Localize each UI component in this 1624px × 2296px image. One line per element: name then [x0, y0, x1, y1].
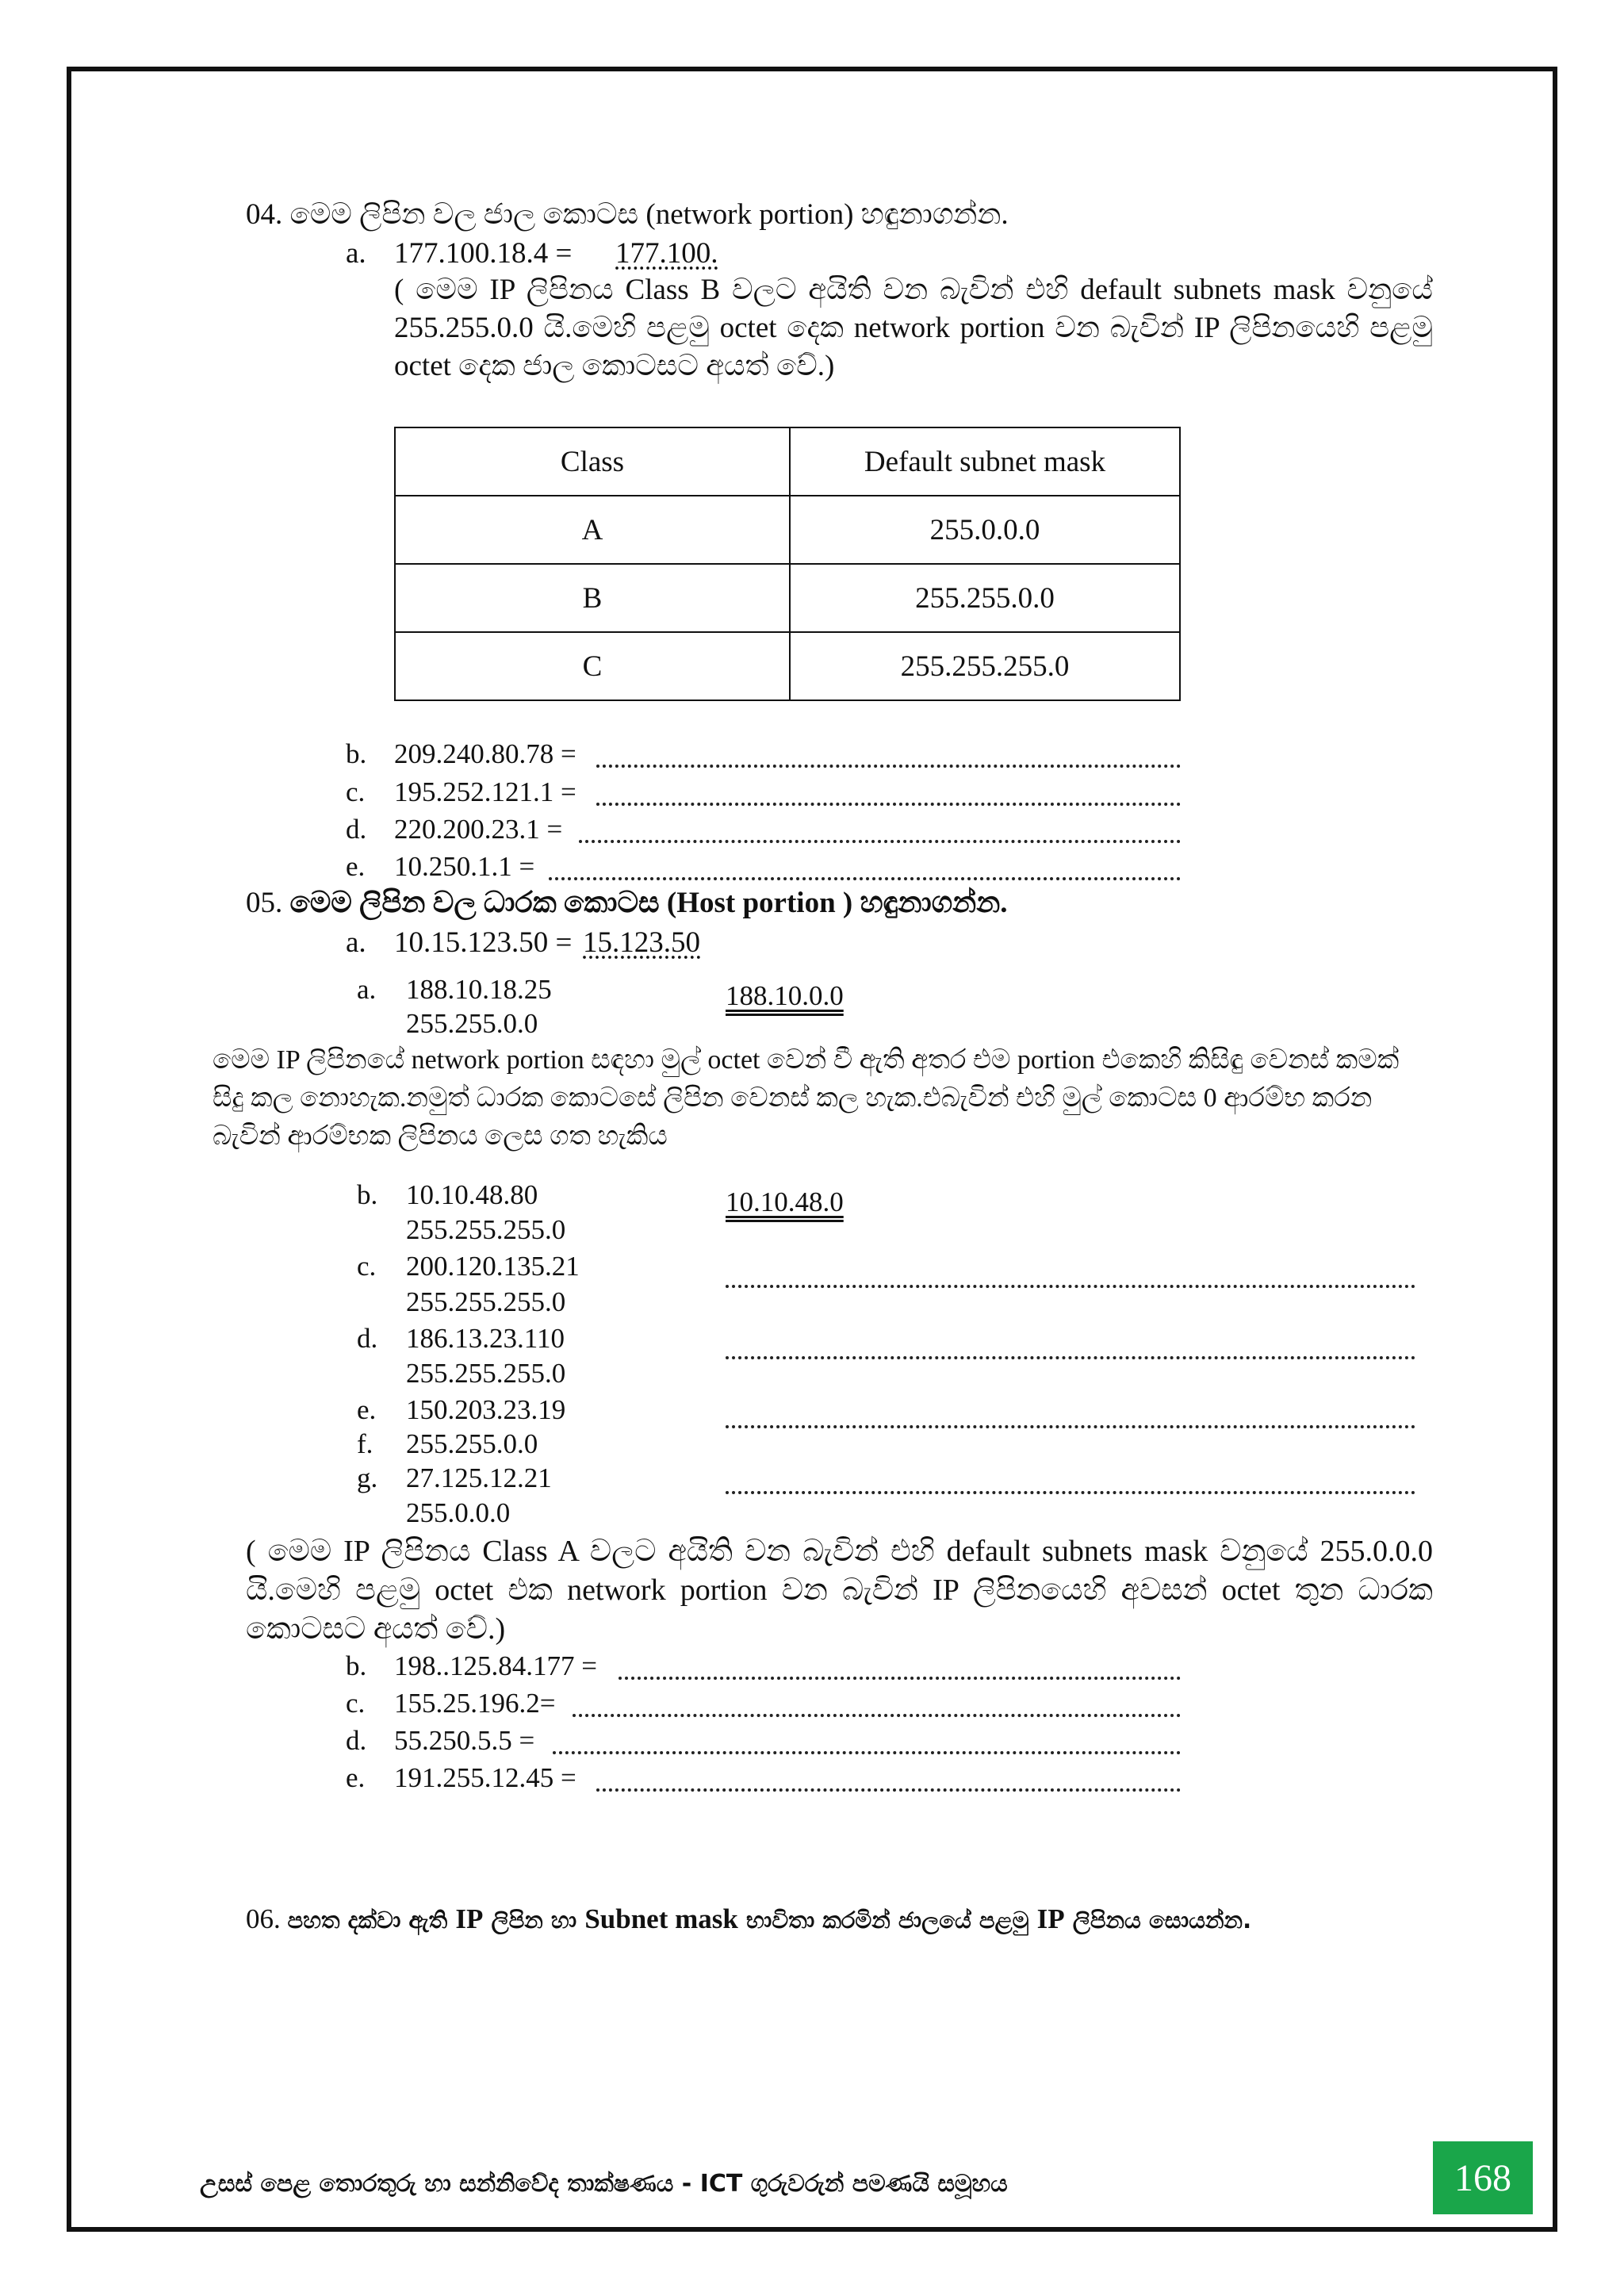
q05-a-ip: 10.15.123.50 =	[394, 926, 573, 959]
q05-explanation2: ( මෙම IP ලිපිනය Class A වලට අයිති වන බැවින් එහි default subnets mask වනුයේ 255.0.0.0 යි.මෙහි පළමු octet එක network portion වන බැවින් IP ලිපිනයෙහි අවසන් octet තුන ධාරක කොටසට අයත් වේ.)	[246, 1535, 1433, 1646]
pair-ip: 27.125.12.21	[406, 1462, 552, 1493]
q04-d-label: d.	[346, 814, 367, 845]
q06-text-ip: IP	[455, 1903, 484, 1934]
pair-ip: 255.255.0.0	[406, 1428, 538, 1459]
q05-c-label: c.	[346, 1688, 366, 1719]
pair-label: d.	[357, 1323, 378, 1354]
pair-label: b.	[357, 1179, 378, 1210]
q05-heading	[246, 886, 1007, 921]
pair-mask: 255.255.0.0	[406, 1008, 538, 1039]
q06-heading	[246, 1902, 1251, 1938]
q05-e-text: 191.255.12.45 =	[394, 1762, 576, 1793]
pair-label: e.	[357, 1394, 377, 1425]
pair-mask: 255.255.255.0	[406, 1358, 566, 1389]
q04-a-label: a.	[346, 237, 366, 270]
table-cell-class: B	[395, 564, 790, 632]
pair-ip: 10.10.48.80	[406, 1179, 538, 1210]
pair-label: f.	[357, 1428, 373, 1459]
table-header-mask: Default subnet mask	[790, 427, 1180, 496]
answer-line	[726, 1425, 1415, 1428]
q05-e-label: e.	[346, 1762, 366, 1793]
footer-text: උසස් පෙළ තොරතුරු හා සන්නිවේද තාක්ෂණය - ICT ගුරුවරුන් පමණයි සමූහය	[200, 2170, 1008, 2198]
answer-line	[726, 1285, 1415, 1288]
q06-text-2: ලිපින හා	[483, 1907, 585, 1934]
q04-heading-text: මෙම ලිපින වල ජාල කොටස (network portion) හඳුනාගන්න.	[289, 198, 1009, 231]
pair-ip: 200.120.135.21	[406, 1251, 580, 1282]
q06-text-4: ලිපිනය සොයන්න.	[1064, 1907, 1252, 1934]
pair-ip: 150.203.23.19	[406, 1394, 566, 1425]
answer-line	[619, 1677, 1181, 1680]
pair-ip: 188.10.18.25	[406, 974, 552, 1005]
table-cell-mask: 255.0.0.0	[790, 496, 1180, 564]
answer-line	[596, 765, 1181, 768]
answer-line	[573, 1714, 1181, 1717]
q04-e-label: e.	[346, 851, 366, 882]
q04-c-text: 195.252.121.1 =	[394, 776, 576, 807]
q05-heading-text: මෙම ලිපින වල ධාරක කොටස (Host portion ) හඳුනාගන්න.	[289, 887, 1008, 919]
class-subnet-table	[394, 427, 1181, 701]
q06-text-subnet: Subnet mask	[584, 1903, 738, 1934]
q04-a-ip: 177.100.18.4 =	[394, 237, 573, 270]
answer-line	[596, 803, 1181, 806]
q05-a-label: a.	[346, 926, 366, 959]
q05-a-answer: 15.123.50	[583, 926, 700, 959]
q06-text-3: භාවිතා කරමින් ජාලයේ පළමු	[737, 1907, 1037, 1934]
table-row	[395, 564, 1180, 632]
q05-explanation: මෙම IP ලිපිනයේ network portion සඳහා මුල් octet වෙන් වී ඇති අතර එම portion එකෙහි කිසිඳු වෙනස් කමක් සිදු කල නොහැක.නමුත් ධාරක කොටසේ ලිපින වෙනස් කල හැක.එබැවින් එහි මුල් කොටස 0 ආරම්භ කරන බැවින් ආරම්භක ලිපිනය ලෙස ගත හැකිය	[213, 1045, 1400, 1151]
table-header-row	[395, 427, 1180, 496]
q04-c-label: c.	[346, 776, 366, 807]
table-cell-class: C	[395, 632, 790, 700]
table-header-class: Class	[395, 427, 790, 496]
pair-label: g.	[357, 1462, 378, 1493]
q04-b-text: 209.240.80.78 =	[394, 738, 576, 769]
q05-d-label: d.	[346, 1725, 367, 1756]
table-cell-class: A	[395, 496, 790, 564]
pair-label: c.	[357, 1251, 377, 1282]
q06-text-1: පහත දක්වා ඇති	[287, 1907, 456, 1934]
answer-line	[579, 840, 1181, 843]
table-row	[395, 496, 1180, 564]
pair-mask: 255.0.0.0	[406, 1497, 511, 1528]
q05-b-text: 198..125.84.177 =	[394, 1650, 597, 1681]
q04-number: 04.	[246, 198, 283, 231]
q04-b-label: b.	[346, 738, 367, 769]
q06-text-ip2: IP	[1036, 1903, 1065, 1934]
q04-a-answer: 177.100.	[615, 237, 718, 270]
q05-b-label: b.	[346, 1650, 367, 1681]
q05-d-text: 55.250.5.5 =	[394, 1725, 535, 1756]
pair-mask: 255.255.255.0	[406, 1286, 566, 1317]
answer-line	[549, 877, 1181, 880]
answer-line	[553, 1751, 1181, 1754]
pair-label: a.	[357, 974, 377, 1005]
pair-mask: 255.255.255.0	[406, 1214, 566, 1245]
q04-explanation: ( මෙම IP ලිපිනය Class B වලට අයිති වන බැවින් එහි default subnets mask වනුයේ 255.255.0.0 යි.මෙහි පළමු octet දෙක network portion වන බැවින් IP ලිපිනයෙහි පළමු octet දෙක ජාල කොටසට අයත් වේ.)	[394, 274, 1433, 382]
answer-line	[726, 1491, 1415, 1494]
pair-answer: 188.10.0.0	[726, 980, 844, 1011]
q04-e-text: 10.250.1.1 =	[394, 851, 535, 882]
q06-number: 06.	[246, 1903, 281, 1934]
q05-number: 05.	[246, 887, 283, 919]
q04-heading	[246, 197, 1009, 232]
answer-line	[726, 1356, 1415, 1359]
table-cell-mask: 255.255.255.0	[790, 632, 1180, 700]
pair-ip: 186.13.23.110	[406, 1323, 565, 1354]
answer-line	[596, 1788, 1181, 1792]
table-cell-mask: 255.255.0.0	[790, 564, 1180, 632]
table-row	[395, 632, 1180, 700]
page-number: 168	[1433, 2141, 1533, 2214]
q05-c-text: 155.25.196.2=	[394, 1688, 556, 1719]
pair-answer: 10.10.48.0	[726, 1186, 844, 1217]
q04-d-text: 220.200.23.1 =	[394, 814, 563, 845]
